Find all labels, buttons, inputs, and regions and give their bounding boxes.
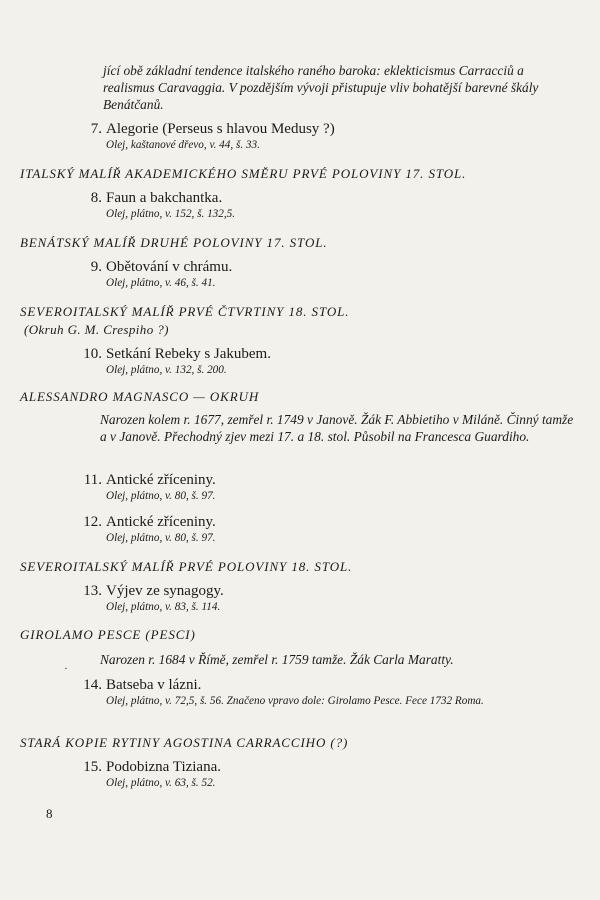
catalog-entry-9	[78, 258, 232, 290]
entry-title-line	[78, 582, 224, 600]
entry-number: 13.	[83, 583, 102, 599]
entry-title-line	[78, 676, 546, 694]
artist-bio-magnasco: Narozen kolem r. 1677, zemřel r. 1749 v Janově. Žák F. Abbietiho v Miláně. Činný tamže a v Janově. Přechodný zjev mezi 17. a 18. stol. Působil na Francesca Guardiho.	[100, 412, 574, 444]
stray-dot-mark: ·	[64, 661, 68, 675]
entry-title: Obětování v chrámu.	[106, 259, 233, 275]
entry-number: 14.	[83, 677, 102, 693]
section-heading-1: ITALSKÝ MALÍŘ AKADEMICKÉHO SMĚRU PRVÉ POLOVINY 17. STOL.	[20, 166, 467, 181]
entry-meta: Olej, plátno, v. 46, š. 41.	[106, 277, 216, 289]
entry-title: Faun a bakchantka.	[106, 190, 223, 206]
entry-title-line	[78, 471, 216, 489]
section-heading-3: SEVEROITALSKÝ MALÍŘ PRVÉ ČTVRTINY 18. STOL.	[20, 304, 350, 319]
intro-paragraph: jící obě základní tendence italského raného baroka: eklekticismus Carracciů a realismus Caravaggia. V pozdějším vývoji přistupuje vliv bohatější barevné škály Benátčanů.	[103, 63, 539, 112]
entry-title-line	[78, 258, 232, 276]
entry-meta: Olej, kaštanové dřevo, v. 44, š. 33.	[106, 139, 260, 151]
entry-title: Antické zříceniny.	[106, 514, 216, 530]
entry-title: Setkání Rebeky s Jakubem.	[106, 346, 271, 362]
entry-number: 15.	[83, 759, 102, 775]
entry-meta: Olej, plátno, v. 72,5, š. 56. Značeno vpravo dole: Girolamo Pesce. Fece 1732 Roma.	[106, 695, 484, 707]
section-heading-4: ALESSANDRO MAGNASCO — OKRUH	[20, 389, 260, 404]
entry-meta: Olej, plátno, v. 83, š. 114.	[106, 601, 221, 613]
entry-title-line	[78, 189, 235, 207]
entry-title-line	[78, 120, 335, 138]
entry-title-line	[78, 345, 271, 363]
entry-number: 7.	[90, 121, 102, 137]
entry-number: 12.	[83, 514, 102, 530]
catalog-entry-12	[78, 513, 216, 545]
entry-title: Antické zříceniny.	[106, 472, 216, 488]
entry-title-line	[78, 513, 216, 531]
entry-title: Batseba v lázni.	[106, 677, 202, 693]
entry-number: 9.	[90, 259, 102, 275]
entry-title-line	[78, 758, 221, 776]
section-heading-7: STARÁ KOPIE RYTINY AGOSTINA CARRACCIHO (?)	[20, 735, 349, 750]
entry-meta: Olej, plátno, v. 80, š. 97.	[106, 490, 216, 502]
entry-title: Alegorie (Perseus s hlavou Medusy ?)	[106, 121, 335, 137]
section-heading-5: SEVEROITALSKÝ MALÍŘ PRVÉ POLOVINY 18. STOL.	[20, 559, 353, 574]
entry-number: 10.	[83, 346, 102, 362]
section-subheading-3: (Okruh G. M. Crespiho ?)	[24, 322, 169, 337]
section-heading-6: GIROLAMO PESCE (PESCI)	[20, 627, 196, 642]
catalog-entry-10	[78, 345, 271, 377]
artist-bio-pesce: Narozen r. 1684 v Římě, zemřel r. 1759 tamže. Žák Carla Maratty.	[100, 652, 454, 667]
catalog-entry-11	[78, 471, 216, 503]
entry-meta: Olej, plátno, v. 63, š. 52.	[106, 777, 216, 789]
entry-number: 11.	[83, 472, 102, 488]
catalog-entry-8	[78, 189, 235, 221]
entry-meta: Olej, plátno, v. 80, š. 97.	[106, 532, 216, 544]
entry-meta: Olej, plátno, v. 152, š. 132,5.	[106, 208, 236, 220]
catalog-entry-13	[78, 582, 224, 614]
page-number: 8	[46, 806, 53, 821]
entry-number: 8.	[90, 190, 102, 206]
entry-title: Výjev ze synagogy.	[106, 583, 224, 599]
catalog-entry-7	[78, 120, 335, 152]
entry-title: Podobizna Tiziana.	[106, 759, 221, 775]
section-heading-2: BENÁTSKÝ MALÍŘ DRUHÉ POLOVINY 17. STOL.	[20, 235, 328, 250]
catalog-entry-14	[78, 676, 546, 708]
entry-meta: Olej, plátno, v. 132, š. 200.	[106, 364, 227, 376]
catalog-entry-15	[78, 758, 221, 790]
